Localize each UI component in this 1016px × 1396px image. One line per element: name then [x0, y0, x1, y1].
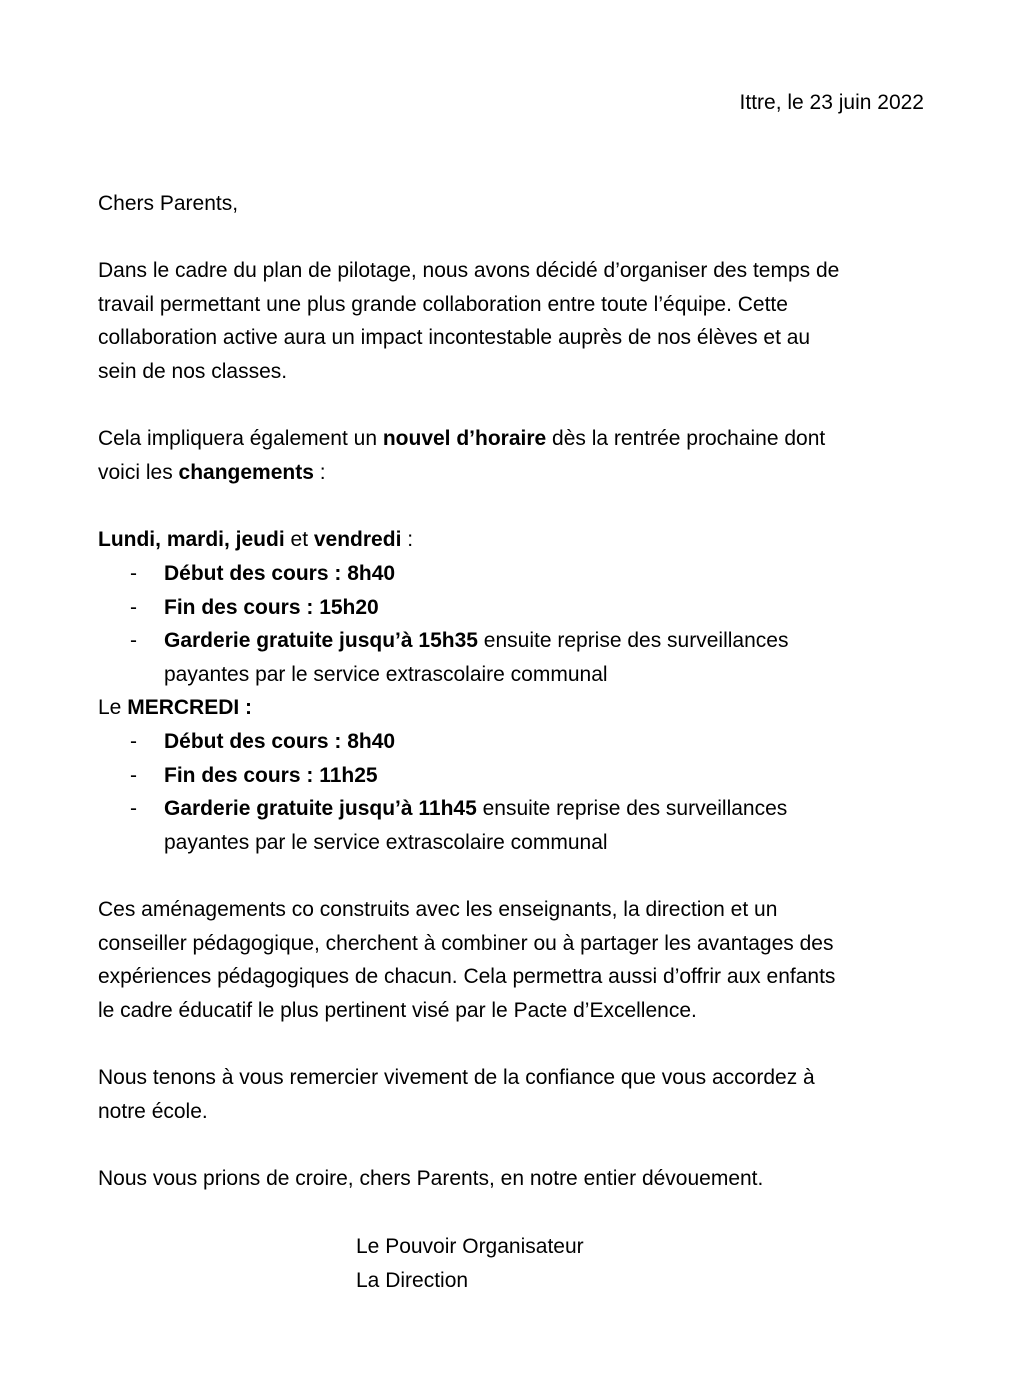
wednesday-header-bold: MERCREDI :: [127, 696, 253, 719]
schedule-intro-text-a: Cela impliquera également un: [98, 427, 383, 450]
thanks-line-2: notre école.: [98, 1100, 208, 1123]
bullet-dash: -: [130, 730, 137, 753]
weekdays-daycare-line-2: payantes par le service extrascolaire communal: [164, 663, 608, 686]
schedule-intro-text-c: voici les: [98, 461, 179, 484]
thanks-line-1: Nous tenons à vous remercier vivement de la confiance que vous accordez à: [98, 1066, 815, 1089]
wednesday-header: [98, 691, 252, 725]
schedule-intro-line-1: [98, 422, 825, 456]
wednesday-header-le: Le: [98, 696, 128, 719]
wednesday-daycare-line-2: payantes par le service extrascolaire communal: [164, 831, 608, 854]
intro-line-4: sein de nos classes.: [98, 360, 288, 383]
salutation: Chers Parents,: [98, 192, 239, 215]
intro-line-2: travail permettant une plus grande collaboration entre toute l’équipe. Cette: [98, 293, 788, 316]
weekdays-end-time: Fin des cours : 15h20: [164, 596, 379, 619]
wednesday-daycare-rest: ensuite reprise des surveillances: [476, 797, 788, 820]
bullet-dash: -: [130, 562, 137, 585]
weekdays-header-et: et: [284, 528, 314, 551]
schedule-intro-line-2: [98, 456, 326, 490]
weekdays-daycare-bold: Garderie gratuite jusqu’à 15h35: [164, 629, 478, 652]
weekdays-start-time: Début des cours : 8h40: [164, 562, 396, 585]
bullet-dash: -: [130, 764, 137, 787]
bullet-dash: -: [130, 797, 137, 820]
schedule-intro-bold-a: nouvel d’horaire: [382, 427, 547, 450]
arrangements-line-3: expériences pédagogiques de chacun. Cela permettra aussi d’offrir aux enfants: [98, 965, 836, 988]
bullet-dash: -: [130, 629, 137, 652]
weekdays-header-friday: vendredi: [313, 528, 402, 551]
arrangements-line-2: conseiller pédagogique, cherchent à combiner ou à partager les avantages des: [98, 932, 834, 955]
signature-direction: La Direction: [356, 1269, 469, 1292]
wednesday-daycare-line-1: [164, 792, 787, 826]
weekdays-daycare-rest: ensuite reprise des surveillances: [477, 629, 789, 652]
arrangements-line-4: le cadre éducatif le plus pertinent visé par le Pacte d’Excellence.: [98, 999, 697, 1022]
schedule-intro-bold-b: changements: [178, 461, 314, 484]
date-line: Ittre, le 23 juin 2022: [739, 91, 924, 114]
bullet-dash: -: [130, 596, 137, 619]
wednesday-daycare-bold: Garderie gratuite jusqu’à 11h45: [164, 797, 477, 820]
weekdays-header-days: Lundi, mardi, jeudi: [98, 528, 285, 551]
wednesday-start-time: Début des cours : 8h40: [164, 730, 396, 753]
intro-line-3: collaboration active aura un impact incontestable auprès de nos élèves et au: [98, 326, 811, 349]
wednesday-end-time: Fin des cours : 11h25: [164, 764, 378, 787]
weekdays-header: [98, 523, 413, 557]
intro-line-1: Dans le cadre du plan de pilotage, nous avons décidé d’organiser des temps de: [98, 259, 840, 282]
signature-organiser: Le Pouvoir Organisateur: [356, 1235, 584, 1258]
schedule-intro-text-d: :: [313, 461, 326, 484]
weekdays-header-colon: :: [401, 528, 414, 551]
arrangements-line-1: Ces aménagements co construits avec les enseignants, la direction et un: [98, 898, 778, 921]
schedule-intro-text-b: dès la rentrée prochaine dont: [546, 427, 826, 450]
weekdays-daycare-line-1: [164, 624, 788, 658]
closing-line: Nous vous prions de croire, chers Parents, en notre entier dévouement.: [98, 1167, 764, 1190]
